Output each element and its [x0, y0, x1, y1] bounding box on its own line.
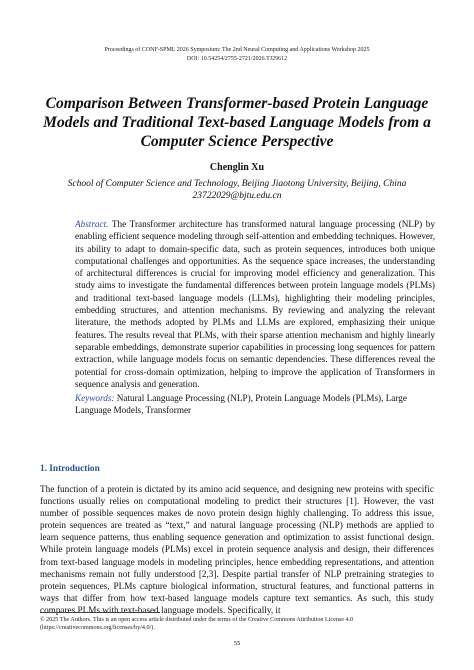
abstract	[75, 218, 435, 390]
keywords-label: Keywords:	[75, 393, 115, 403]
keywords-text: Natural Language Processing (NLP), Protein Language Models (PLMs), Large Language Models, Transformer	[75, 393, 407, 416]
author-affiliation	[40, 178, 434, 202]
license-url: (https://creativecommons.org/licenses/by/4.0/).	[40, 625, 155, 631]
license-line: © 2025 The Authors. This is an open access article distributed under the terms of the Creative Commons Attribution License 4.0	[40, 617, 354, 623]
section-heading-introduction: 1. Introduction	[40, 464, 100, 474]
footnote-divider	[40, 612, 160, 613]
author-email: 23722029@bjtu.edu.cn	[192, 191, 282, 201]
doi-header: DOI: 10.54254/2755-2721/2026.TJ29612	[186, 56, 288, 62]
keywords	[75, 392, 435, 417]
paper-title: Comparison Between Transformer-based Protein Language Models and Traditional Text-based Language Models from a Computer Science Perspective	[43, 95, 431, 150]
abstract-label: Abstract.	[75, 219, 109, 229]
affiliation-line: School of Computer Science and Technology, Beijing Jiaotong University, Beijing, China	[67, 179, 407, 189]
introduction-paragraph: The function of a protein is dictated by its amino acid sequence, and designing new proteins with specific functions usually relies on computational modeling to predict their structures [1]. However, the vast number of possible sequences makes de novo protein design highly challenging. To address this issue, protein sequences are treated as “text,” and natural language processing (NLP) methods are applied to learn sequence patterns, thus enabling sequence generation and optimization to assist functional design. While protein language models (PLMs) excel in protein sequence analysis and design, their differences from text-based language models in modeling principles, hence embedding representations, and attention mechanisms remain not fully understood [2,3]. Despite partial transfer of NLP pretraining strategies to protein sequences, PLMs capture biological information, structural features, and functional patterns in ways that differ from how text-based language models capture text semantics. As such, this study compares PLMs with text-based language models. Specifically, it	[40, 484, 434, 615]
abstract-text: The Transformer architecture has transformed natural language processing (NLP) by enabling efficient sequence modeling through self-attention and embedding techniques. However, its ability to adapt to domain-specific data, such as protein sequences, introduces both unique computational challenges and opportunities. As the sequence space increases, the understanding of architectural differences is crucial for improving model efficiency and generalization. This study aims to investigate the fundamental differences between protein language models (PLMs) and traditional text-based language models (LLMs), highlighting their modeling principles, embedding structures, and attention mechanisms. By reviewing and analyzing the relevant literature, the methods adopted by PLMs and LLMs are explored, emphasizing their unique features. The results reveal that PLMs, with their sparse attention mechanism and highly linearly separable embeddings, demonstrate superior capabilities in processing long sequences for pattern extraction, while language models focus on semantic dependencies. These differences reveal the potential for cross-domain optimization, helping to improve the application of Transformers in sequence analysis and generation.	[75, 219, 435, 389]
proceedings-header: Proceedings of CONF-SPML 2026 Symposium: The 2nd Neural Computing and Applications Workshop 2025	[104, 47, 370, 53]
page-number: 55	[233, 640, 241, 647]
license-footnote	[40, 616, 434, 632]
author-name: Chenglin Xu	[209, 162, 265, 173]
